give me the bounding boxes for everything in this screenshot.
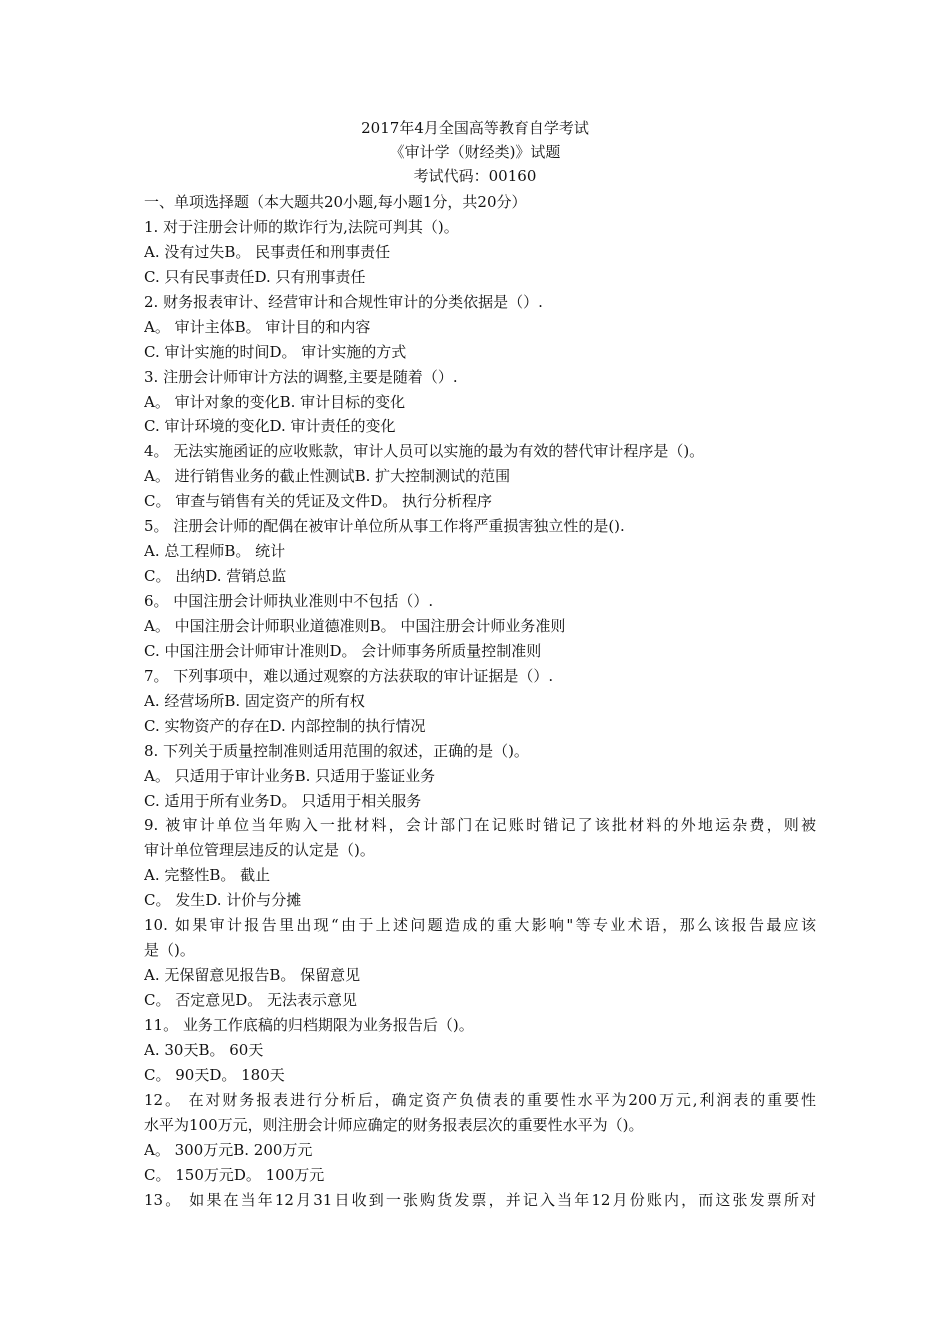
text-line: 水平为100万元，则注册会计师应确定的财务报表层次的重要性水平为（)。 <box>144 1115 644 1134</box>
text-line: A。 只适用于审计业务B. 只适用于鉴证业务 <box>144 766 436 785</box>
text-line: C. 中国注册会计师审计准则D。 会计师事务所质量控制准则 <box>144 641 542 660</box>
text-line: C. 只有民事责任D. 只有刑事责任 <box>144 267 366 286</box>
text-line: 8. 下列关于质量控制准则适用范围的叙述，正确的是（)。 <box>144 741 529 760</box>
text-line: A。 进行销售业务的截止性测试B. 扩大控制测试的范围 <box>144 467 511 486</box>
text-line: C。 审查与销售有关的凭证及文件D。 执行分析程序 <box>144 492 493 511</box>
text-line: A。 审计对象的变化B. 审计目标的变化 <box>144 392 406 411</box>
text-line: 11。 业务工作底稿的归档期限为业务报告后（)。 <box>144 1015 474 1034</box>
text-line: 2. 财务报表审计、经营审计和合规性审计的分类依据是（）. <box>144 292 543 311</box>
exam-header <box>0 116 950 188</box>
text-line: 一、单项选择题（本大题共20小题,每小题1分，共20分） <box>144 193 527 211</box>
text-line: C。 否定意见D。 无法表示意见 <box>144 991 358 1009</box>
text-line: 5。 注册会计师的配偶在被审计单位所从事工作将严重损害独立性的是(). <box>144 517 625 536</box>
text-line: 6。 中国注册会计师执业准则中不包括（）. <box>144 592 434 610</box>
text-line: 9. 被审计单位当年购入一批材料，会计部门在记账时错记了该批材料的外地运杂费，则被 <box>144 816 816 835</box>
text-line: 12。 在对财务报表进行分析后，确定资产负债表的重要性水平为200万元,利润表的重要性 <box>144 1090 816 1109</box>
text-line: 是（)。 <box>144 941 195 960</box>
text-line: 10. 如果审计报告里出现“由于上述问题造成的重大影响"等专业术语，那么该报告最应该 <box>144 916 816 935</box>
text-line: 3. 注册会计师审计方法的调整,主要是随着（）. <box>144 367 458 386</box>
question-list <box>144 190 816 1212</box>
text-line: A. 30天B。 60天 <box>144 1040 264 1059</box>
text-line: A. 完整性B。 截止 <box>144 866 271 885</box>
text-line: C。 出纳D. 营销总监 <box>144 567 287 586</box>
text-line: C。 90天D。 180天 <box>144 1065 285 1084</box>
exam-code: 考试代码：00160 <box>413 167 537 185</box>
text-line: C. 适用于所有业务D。 只适用于相关服务 <box>144 791 422 810</box>
text-line: A。 审计主体B。 审计目的和内容 <box>144 317 371 336</box>
text-line: A。 中国注册会计师职业道德准则B。 中国注册会计师业务准则 <box>144 616 566 635</box>
exam-subject: 《审计学（财经类)》试题 <box>389 143 561 161</box>
text-line: 1. 对于注册会计师的欺诈行为,法院可判其（)。 <box>144 217 459 236</box>
text-line: 7。 下列事项中，难以通过观察的方法获取的审计证据是（）. <box>144 666 554 685</box>
text-line: 审计单位管理层违反的认定是（)。 <box>144 841 375 860</box>
text-line: C. 审计环境的变化D. 审计责任的变化 <box>144 417 396 436</box>
text-line: A. 没有过失B。 民事责任和刑事责任 <box>144 242 391 261</box>
text-line: A。 300万元B. 200万元 <box>144 1140 313 1159</box>
text-line: C. 实物资产的存在D. 内部控制的执行情况 <box>144 716 426 735</box>
text-line: A. 经营场所B. 固定资产的所有权 <box>144 691 365 710</box>
text-line: A. 总工程师B。 统计 <box>144 542 286 561</box>
text-line: 4。 无法实施函证的应收账款，审计人员可以实施的最为有效的替代审计程序是（)。 <box>144 442 705 461</box>
text-line: C. 审计实施的时间D。 审计实施的方式 <box>144 342 407 361</box>
text-line: 13。 如果在当年12月31日收到一张购货发票，并记入当年12月份账内，而这张发票所对 <box>144 1190 816 1209</box>
text-line: C。 发生D. 计价与分摊 <box>144 891 302 910</box>
text-line: C。 150万元D。 100万元 <box>144 1165 325 1184</box>
text-line: A. 无保留意见报告B。 保留意见 <box>144 966 361 985</box>
exam-title: 2017年4月全国高等教育自学考试 <box>361 119 589 137</box>
